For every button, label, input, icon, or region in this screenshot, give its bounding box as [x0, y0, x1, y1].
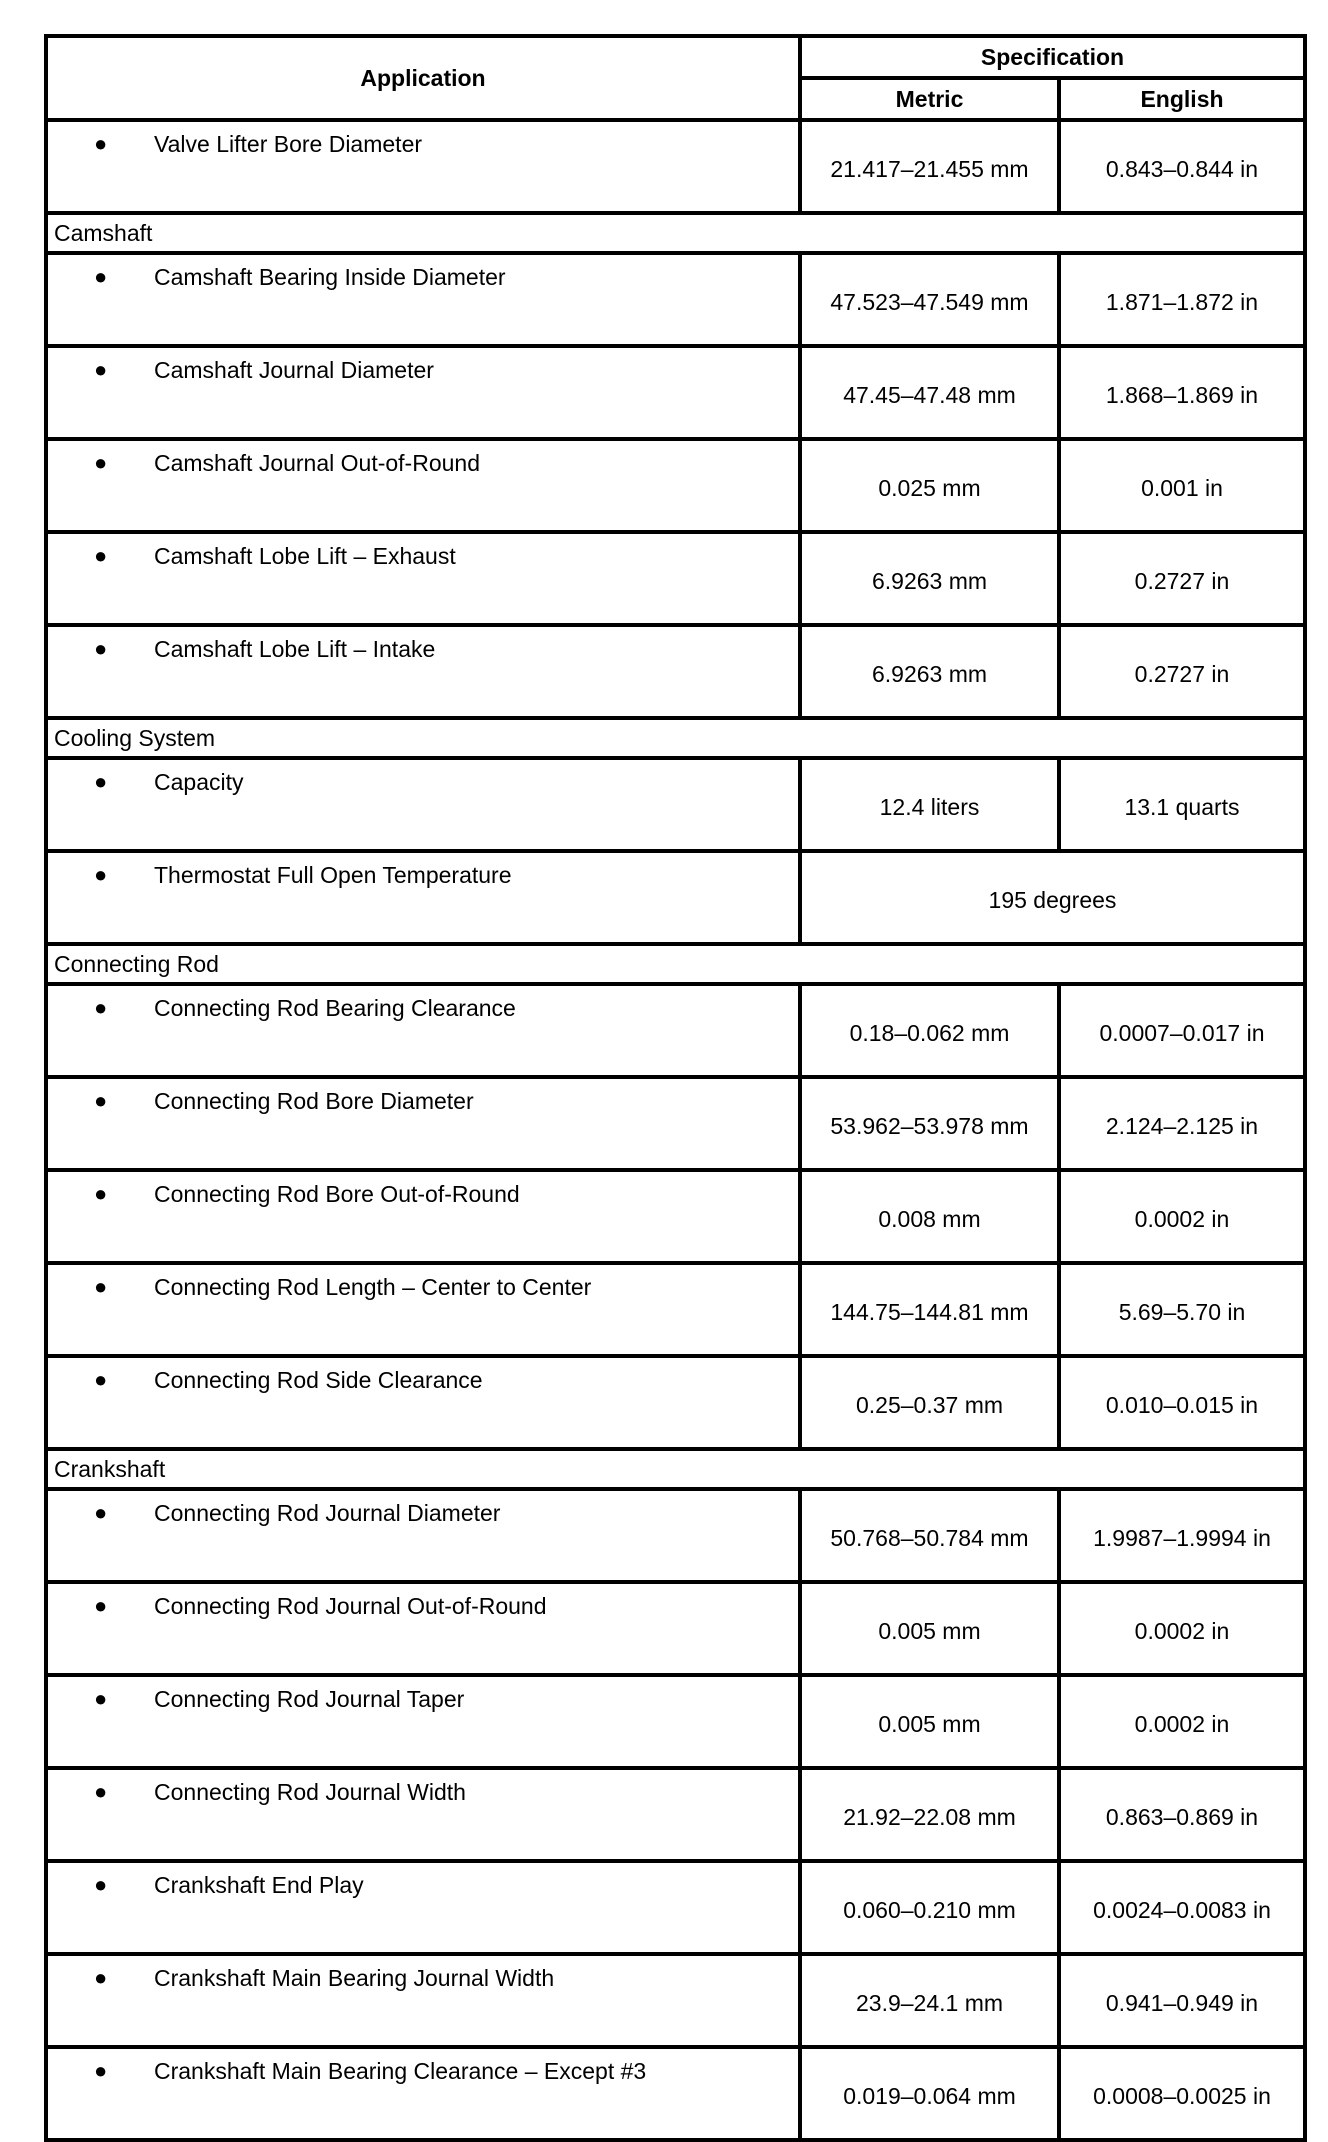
metric-value-cell: 21.92–22.08 mm: [800, 1768, 1059, 1861]
table-row: [46, 984, 1305, 1077]
application-cell: [46, 1675, 800, 1768]
application-cell: [46, 1768, 800, 1861]
metric-value-cell: 47.523–47.549 mm: [800, 253, 1059, 346]
table-row: [46, 253, 1305, 346]
application-cell: [46, 1489, 800, 1582]
bullet-icon: ●: [94, 2058, 108, 2083]
bullet-icon: ●: [94, 862, 108, 887]
metric-value-cell: 0.008 mm: [800, 1170, 1059, 1263]
metric-value-cell: 0.019–0.064 mm: [800, 2047, 1059, 2140]
bullet-icon: ●: [94, 1686, 108, 1711]
application-cell: [46, 984, 800, 1077]
metric-value-cell: 21.417–21.455 mm: [800, 120, 1059, 213]
english-value-cell: 1.9987–1.9994 in: [1059, 1489, 1305, 1582]
application-label: Connecting Rod Journal Diameter: [154, 1500, 501, 1526]
application-label: Connecting Rod Bore Out-of-Round: [154, 1181, 520, 1207]
english-value-cell: 0.010–0.015 in: [1059, 1356, 1305, 1449]
header-application: Application: [46, 36, 800, 120]
header-metric: Metric: [800, 78, 1059, 120]
table-row: [46, 625, 1305, 718]
application-label: Capacity: [154, 769, 244, 795]
metric-value-cell: 50.768–50.784 mm: [800, 1489, 1059, 1582]
application-label: Connecting Rod Side Clearance: [154, 1367, 483, 1393]
section-header-row: [46, 1449, 1305, 1489]
application-cell: [46, 346, 800, 439]
english-value-cell: 0.0002 in: [1059, 1170, 1305, 1263]
english-value-cell: 0.2727 in: [1059, 532, 1305, 625]
application-cell: [46, 253, 800, 346]
table-row: [46, 346, 1305, 439]
metric-value-cell: 23.9–24.1 mm: [800, 1954, 1059, 2047]
metric-value-cell: 0.25–0.37 mm: [800, 1356, 1059, 1449]
application-cell: [46, 1954, 800, 2047]
metric-value-cell: 0.060–0.210 mm: [800, 1861, 1059, 1954]
bullet-icon: ●: [94, 357, 108, 382]
table-row: [46, 1582, 1305, 1675]
application-cell: [46, 625, 800, 718]
bullet-icon: ●: [94, 769, 108, 794]
section-title: Cooling System: [46, 718, 1305, 758]
bullet-icon: ●: [94, 1088, 108, 1113]
application-label: Connecting Rod Journal Taper: [154, 1686, 465, 1712]
english-value-cell: 2.124–2.125 in: [1059, 1077, 1305, 1170]
bullet-icon: ●: [94, 1274, 108, 1299]
table-row: [46, 758, 1305, 851]
bullet-icon: ●: [94, 995, 108, 1020]
metric-value-cell: 53.962–53.978 mm: [800, 1077, 1059, 1170]
application-label: Camshaft Journal Out-of-Round: [154, 450, 480, 476]
table-row: [46, 1954, 1305, 2047]
application-label: Camshaft Lobe Lift – Intake: [154, 636, 436, 662]
bullet-icon: ●: [94, 1181, 108, 1206]
application-cell: [46, 851, 800, 944]
table-row: [46, 1077, 1305, 1170]
english-value-cell: 13.1 quarts: [1059, 758, 1305, 851]
bullet-icon: ●: [94, 264, 108, 289]
table-row: [46, 1489, 1305, 1582]
application-label: Crankshaft Main Bearing Clearance – Except #3: [154, 2058, 647, 2084]
application-cell: [46, 1861, 800, 1954]
section-title: Crankshaft: [46, 1449, 1305, 1489]
bullet-icon: ●: [94, 636, 108, 661]
application-label: Valve Lifter Bore Diameter: [154, 131, 423, 157]
table-row: [46, 1356, 1305, 1449]
application-cell: [46, 1170, 800, 1263]
english-value-cell: 1.871–1.872 in: [1059, 253, 1305, 346]
application-label: Thermostat Full Open Temperature: [154, 862, 512, 888]
section-title: Camshaft: [46, 213, 1305, 253]
english-value-cell: 0.0024–0.0083 in: [1059, 1861, 1305, 1954]
application-label: Connecting Rod Length – Center to Center: [154, 1274, 592, 1300]
metric-value-cell: 47.45–47.48 mm: [800, 346, 1059, 439]
metric-value-cell: 12.4 liters: [800, 758, 1059, 851]
application-cell: [46, 532, 800, 625]
header-specification: Specification: [800, 36, 1305, 78]
table-row: [46, 2047, 1305, 2140]
table-row: [46, 1675, 1305, 1768]
bullet-icon: ●: [94, 1965, 108, 1990]
metric-value-cell: 144.75–144.81 mm: [800, 1263, 1059, 1356]
section-header-row: [46, 944, 1305, 984]
section-header-row: [46, 718, 1305, 758]
section-header-row: [46, 213, 1305, 253]
specification-table: [44, 34, 1307, 2142]
table-row: [46, 1861, 1305, 1954]
table-row: [46, 439, 1305, 532]
english-value-cell: 5.69–5.70 in: [1059, 1263, 1305, 1356]
english-value-cell: 0.0002 in: [1059, 1582, 1305, 1675]
english-value-cell: 0.001 in: [1059, 439, 1305, 532]
metric-value-cell: 0.005 mm: [800, 1582, 1059, 1675]
combined-value-cell: 195 degrees: [800, 851, 1305, 944]
metric-value-cell: 0.18–0.062 mm: [800, 984, 1059, 1077]
application-cell: [46, 120, 800, 213]
table-row: [46, 1768, 1305, 1861]
bullet-icon: ●: [94, 1779, 108, 1804]
english-value-cell: 0.0007–0.017 in: [1059, 984, 1305, 1077]
table-row: [46, 120, 1305, 213]
bullet-icon: ●: [94, 1593, 108, 1618]
application-label: Crankshaft End Play: [154, 1872, 364, 1898]
bullet-icon: ●: [94, 450, 108, 475]
section-title: Connecting Rod: [46, 944, 1305, 984]
bullet-icon: ●: [94, 131, 108, 156]
header-english: English: [1059, 78, 1305, 120]
english-value-cell: 0.0008–0.0025 in: [1059, 2047, 1305, 2140]
application-cell: [46, 1263, 800, 1356]
english-value-cell: 1.868–1.869 in: [1059, 346, 1305, 439]
table-row: [46, 532, 1305, 625]
application-cell: [46, 1356, 800, 1449]
application-label: Connecting Rod Bearing Clearance: [154, 995, 516, 1021]
table-row: [46, 851, 1305, 944]
application-label: Connecting Rod Journal Width: [154, 1779, 466, 1805]
metric-value-cell: 0.005 mm: [800, 1675, 1059, 1768]
application-label: Camshaft Journal Diameter: [154, 357, 434, 383]
english-value-cell: 0.941–0.949 in: [1059, 1954, 1305, 2047]
english-value-cell: 0.0002 in: [1059, 1675, 1305, 1768]
application-cell: [46, 1077, 800, 1170]
application-cell: [46, 439, 800, 532]
application-label: Camshaft Bearing Inside Diameter: [154, 264, 506, 290]
bullet-icon: ●: [94, 1500, 108, 1525]
application-label: Connecting Rod Journal Out-of-Round: [154, 1593, 547, 1619]
english-value-cell: 0.843–0.844 in: [1059, 120, 1305, 213]
metric-value-cell: 0.025 mm: [800, 439, 1059, 532]
metric-value-cell: 6.9263 mm: [800, 532, 1059, 625]
application-label: Connecting Rod Bore Diameter: [154, 1088, 474, 1114]
english-value-cell: 0.2727 in: [1059, 625, 1305, 718]
application-label: Crankshaft Main Bearing Journal Width: [154, 1965, 555, 1991]
table-row: [46, 1170, 1305, 1263]
bullet-icon: ●: [94, 1367, 108, 1392]
application-label: Camshaft Lobe Lift – Exhaust: [154, 543, 456, 569]
table-body: [46, 120, 1305, 2140]
application-cell: [46, 1582, 800, 1675]
table-row: [46, 1263, 1305, 1356]
metric-value-cell: 6.9263 mm: [800, 625, 1059, 718]
bullet-icon: ●: [94, 543, 108, 568]
bullet-icon: ●: [94, 1872, 108, 1897]
application-cell: [46, 2047, 800, 2140]
application-cell: [46, 758, 800, 851]
english-value-cell: 0.863–0.869 in: [1059, 1768, 1305, 1861]
